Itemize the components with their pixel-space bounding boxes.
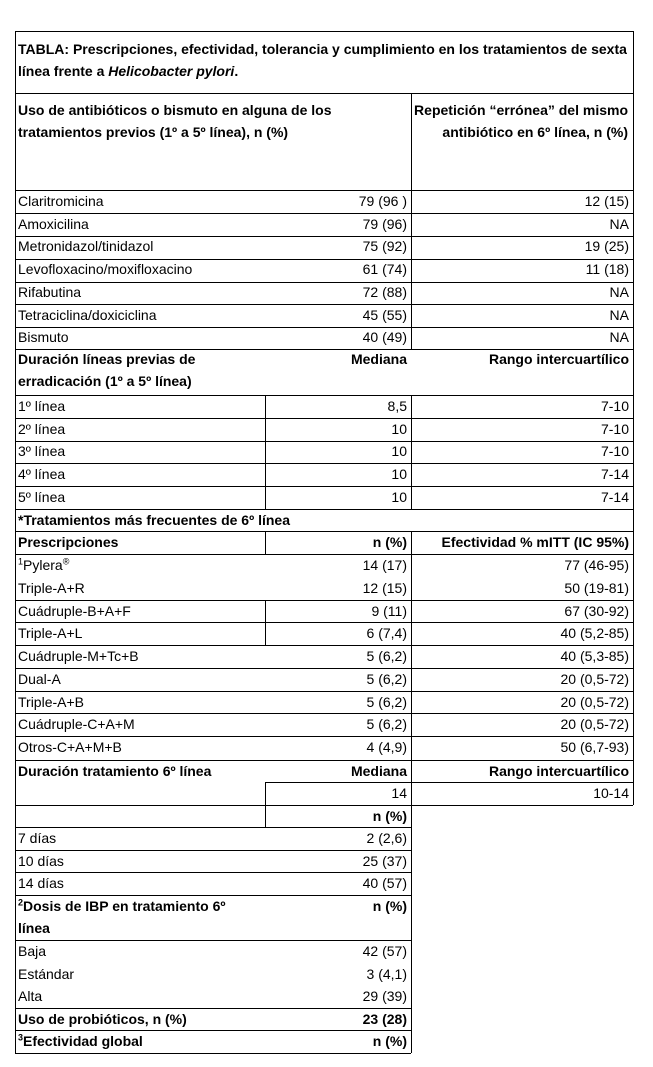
regimen-name: Triple-A+B	[18, 693, 85, 710]
h-rule	[15, 93, 633, 94]
regimen-name: Triple-A+R	[18, 580, 85, 596]
ipp-n: 42 (57)	[362, 943, 407, 959]
pylera-name: $^1$Pylera®	[18, 556, 70, 573]
v-rule	[411, 805, 412, 1053]
prev-median: 10	[391, 466, 407, 483]
h-rule	[15, 418, 633, 419]
h-rule	[15, 213, 633, 214]
effectiveness-header: Efectividad % mITT (IC 95%)	[441, 534, 629, 550]
antibiotic-name: Metronidazol/tinidazol	[18, 238, 154, 255]
duration-sixth-range-header: Rango intercuartílico	[488, 763, 629, 779]
regimen-eff: 67 (30-92)	[564, 602, 629, 619]
h-rule	[15, 282, 633, 283]
h-rule	[15, 872, 411, 873]
h-rule	[15, 805, 633, 806]
h-rule	[15, 600, 633, 601]
global-n-header: n (%)	[372, 1033, 407, 1049]
regimen-eff: 20 (0,5-72)	[560, 693, 629, 710]
h-rule	[15, 1030, 411, 1031]
v-rule	[411, 395, 412, 509]
h-rule	[15, 31, 633, 32]
prev-median: 8,5	[387, 398, 407, 414]
regimen-name: Otros-C+A+M+B	[18, 738, 122, 755]
antibiotic-name: Amoxicilina	[18, 215, 89, 232]
h-rule	[15, 645, 633, 646]
regimen-eff: 50 (19-81)	[564, 580, 629, 596]
antibiotic-repeat: NA	[609, 306, 629, 323]
h-rule	[15, 736, 633, 737]
prev-range: 7-10	[600, 398, 629, 414]
ipp-dose: Estándar	[18, 965, 75, 982]
ipp-dose: Alta	[18, 988, 43, 1005]
regimen-name: Dual-A	[18, 670, 61, 687]
duration-sixth-n-header: n (%)	[372, 808, 407, 824]
prev-line: 2º línea	[18, 420, 66, 437]
prev-range: 7-10	[600, 443, 629, 460]
prev-median: 10	[391, 443, 407, 460]
table-caption: TABLA: Prescripciones, efectividad, tolerancia y cumplimiento en los tratamientos de sexta línea frente a Helicobacter pylori.	[18, 41, 627, 79]
antibiotic-repeat: 12 (15)	[584, 193, 629, 209]
antibiotic-name: Bismuto	[18, 329, 69, 346]
v-rule	[411, 93, 412, 190]
ipp-dose: Baja	[18, 943, 47, 959]
regimen-eff: 20 (0,5-72)	[560, 670, 629, 687]
v-rule	[633, 31, 634, 805]
h-rule	[15, 395, 633, 396]
regimen-n: 6 (7,4)	[366, 625, 407, 642]
days-n: 40 (57)	[362, 875, 407, 892]
v-rule	[15, 31, 16, 1053]
days-label: 10 días	[18, 852, 64, 869]
days-n: 2 (2,6)	[366, 830, 407, 846]
h-rule	[15, 554, 633, 555]
regimen-n: 5 (6,2)	[366, 670, 407, 687]
regimen-n: 4 (4,9)	[366, 738, 407, 755]
h-rule	[15, 349, 633, 350]
h-rule	[15, 1053, 411, 1054]
h-rule	[15, 895, 411, 896]
prev-line: 3º línea	[18, 443, 66, 460]
h-rule	[15, 691, 633, 692]
antibiotic-n: 79 (96 )	[358, 193, 407, 209]
days-label: 7 días	[18, 830, 57, 846]
days-label: 14 días	[18, 875, 64, 892]
h-rule	[15, 850, 411, 851]
probiotics-label: Uso de probióticos, n (%)	[18, 1011, 187, 1027]
regimen-n: 5 (6,2)	[366, 693, 407, 710]
h-rule	[15, 760, 633, 761]
pylera-eff: 77 (46-95)	[564, 557, 629, 573]
h-rule	[15, 1008, 411, 1009]
ipp-n: 3 (4,1)	[366, 965, 407, 982]
h-rule	[265, 782, 633, 783]
antibiotic-n: 72 (88)	[362, 283, 407, 300]
ipp-n: 29 (39)	[362, 988, 407, 1005]
regimen-name: Cuádruple-M+Tc+B	[18, 648, 139, 665]
antibiotic-repeat: 19 (25)	[584, 238, 629, 255]
regimen-eff: 50 (6,7-93)	[560, 738, 629, 755]
v-rule	[411, 760, 412, 805]
h-rule	[15, 441, 633, 442]
h-rule	[15, 940, 411, 941]
antibiotic-n: 40 (49)	[362, 329, 407, 346]
h-rule	[15, 668, 633, 669]
regimen-eff: 40 (5,2-85)	[560, 625, 629, 642]
duration-sixth-median: 14	[391, 785, 407, 801]
h-rule	[15, 236, 633, 237]
regimen-name: Cuádruple-C+A+M	[18, 716, 135, 733]
ipp-label: $^2$Dosis de IBP en tratamiento 6º línea	[18, 897, 226, 936]
prev-line: 5º línea	[18, 488, 66, 505]
antibiotic-name: Tetraciclina/doxiciclina	[18, 306, 157, 323]
duration-sixth-label: Duración tratamiento 6º línea	[18, 763, 212, 779]
global-label: $^3$Efectividad global	[18, 1032, 143, 1049]
antibiotic-name: Claritromicina	[18, 193, 104, 209]
regimen-name: Triple-A+L	[18, 625, 83, 642]
h-rule	[15, 304, 633, 305]
sixth-line-title: *Tratamientos más frecuentes de 6º línea	[18, 512, 291, 528]
v-rule	[411, 190, 412, 349]
ipp-n-header: n (%)	[372, 898, 407, 914]
sixth-n-header: n (%)	[372, 534, 407, 550]
h-rule	[15, 486, 633, 487]
regimen-n: 5 (6,2)	[366, 716, 407, 733]
antibiotic-name: Levofloxacino/moxifloxacino	[18, 261, 193, 278]
duration-prev-range-header: Rango intercuartílico	[488, 351, 629, 367]
antibiotic-n: 79 (96)	[362, 215, 407, 232]
antibiotic-n: 61 (74)	[362, 261, 407, 278]
regimen-n: 12 (15)	[362, 580, 407, 596]
prev-line: 1º línea	[18, 398, 66, 414]
v-rule	[265, 531, 266, 554]
h-rule	[15, 509, 633, 510]
antibiotic-name: Rifabutina	[18, 283, 82, 300]
h-rule	[15, 622, 633, 623]
h-rule	[15, 531, 633, 532]
antibiotics-header: Uso de antibióticos o bismuto en alguna de los tratamientos previos (1º a 5º línea), n (%)	[18, 102, 332, 140]
regimen-eff: 40 (5,3-85)	[560, 648, 629, 665]
duration-sixth-median-header: Mediana	[350, 763, 407, 779]
v-rule	[265, 395, 266, 509]
days-n: 25 (37)	[362, 852, 407, 869]
h-rule	[15, 259, 633, 260]
prev-line: 4º línea	[18, 466, 66, 483]
regimen-n: 9 (11)	[371, 602, 407, 619]
h-rule	[15, 463, 633, 464]
duration-sixth-range: 10-14	[593, 785, 629, 801]
regimen-eff: 20 (0,5-72)	[560, 716, 629, 733]
duration-prev-median-header: Mediana	[350, 351, 407, 367]
antibiotic-repeat: 11 (18)	[585, 261, 629, 278]
h-rule	[15, 827, 411, 828]
prev-range: 7-14	[600, 466, 629, 483]
prev-median: 10	[391, 488, 407, 505]
regimen-name: Cuádruple-B+A+F	[18, 602, 131, 619]
v-rule	[265, 600, 266, 645]
prev-range: 7-14	[600, 488, 629, 505]
h-rule	[15, 327, 633, 328]
h-rule	[15, 713, 633, 714]
v-rule	[265, 782, 266, 827]
prev-range: 7-10	[600, 420, 629, 437]
antibiotic-repeat: NA	[609, 215, 629, 232]
duration-prev-label: Duración líneas previas de erradicación (1º a 5º línea)	[18, 351, 196, 389]
prescriptions-header: Prescripciones	[18, 534, 119, 550]
prev-median: 10	[391, 420, 407, 437]
probiotics-n: 23 (28)	[362, 1011, 407, 1027]
h-rule	[15, 190, 633, 191]
repeat-header: Repetición “errónea” del mismo antibiótico en 6º línea, n (%)	[414, 102, 628, 140]
antibiotic-repeat: NA	[609, 283, 629, 300]
regimen-n: 5 (6,2)	[366, 648, 407, 665]
antibiotic-n: 75 (92)	[362, 238, 407, 255]
antibiotic-repeat: NA	[609, 329, 629, 346]
pylera-n: 14 (17)	[362, 557, 407, 573]
antibiotic-n: 45 (55)	[362, 306, 407, 323]
